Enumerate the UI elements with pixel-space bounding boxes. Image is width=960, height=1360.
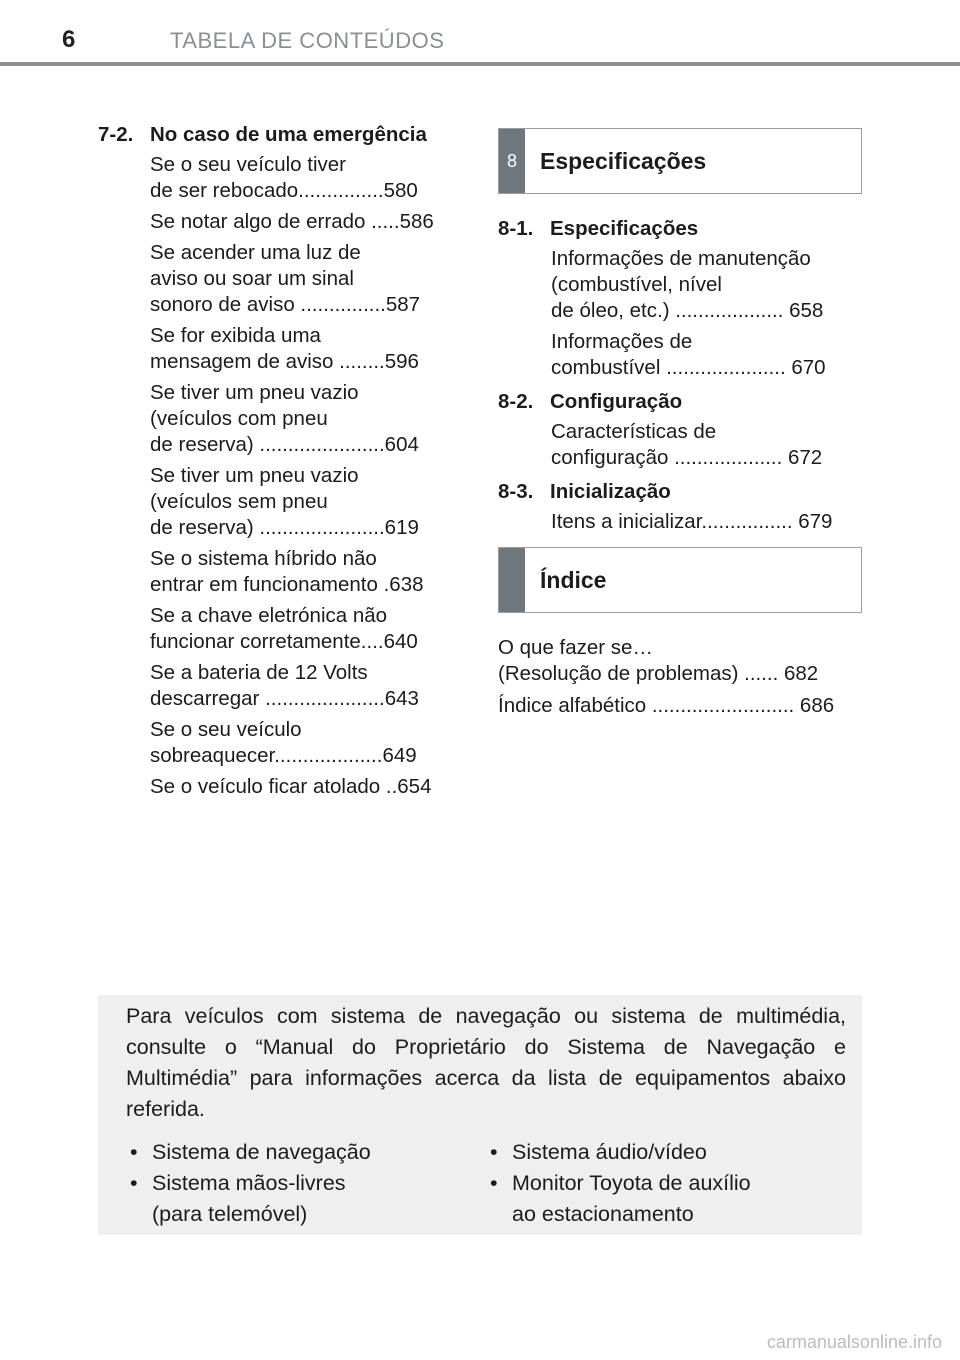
- section-title: Inicialização: [550, 480, 671, 503]
- item-line: • Monitor Toyota de auxílio: [512, 1171, 751, 1195]
- entry-line: Se notar algo de errado .....586: [150, 210, 434, 233]
- equipment-item: [486, 1168, 846, 1230]
- note-text: Para veículos com sistema de navegação ou sistema de multimédia, consulte o “Manual do Proprietário do Sistema de Navegação e Multimédia” para informações acerca da lista de equipamentos abaixo referida.: [126, 1004, 846, 1121]
- toc-entry-list: [498, 246, 862, 381]
- entry-line: de óleo, etc.) ................... 658: [551, 299, 824, 322]
- section-8-3: [498, 479, 862, 535]
- entry-line: combustível ..................... 670: [551, 356, 826, 379]
- item-line: • Sistema áudio/vídeo: [512, 1140, 707, 1164]
- toc-entry[interactable]: [498, 635, 862, 687]
- toc-entry[interactable]: [150, 774, 448, 800]
- item-line: (para telemóvel): [152, 1202, 308, 1226]
- entry-line: Características de: [551, 420, 717, 443]
- equipment-item: [486, 1137, 846, 1168]
- chapter-title: Especificações: [540, 148, 707, 174]
- section-heading: [498, 216, 862, 242]
- entry-line: Se o seu veículo: [150, 718, 302, 741]
- section-8-2: [498, 389, 862, 471]
- toc-entry-list: [498, 509, 862, 535]
- toc-right-column: [498, 128, 862, 725]
- index-chapter-banner[interactable]: [498, 547, 862, 613]
- entry-line: funcionar corretamente....640: [150, 630, 418, 653]
- section-number: 8-2.: [498, 390, 534, 413]
- section-number: 7-2.: [98, 123, 134, 146]
- entry-line: Se o seu veículo tiver: [150, 153, 346, 176]
- toc-entry[interactable]: [498, 693, 862, 719]
- toc-entry[interactable]: [150, 152, 448, 204]
- page-header: [0, 0, 960, 72]
- entry-line: de reserva) ......................619: [150, 516, 419, 539]
- entry-line: Se tiver um pneu vazio: [150, 381, 359, 404]
- header-title: TABELA DE CONTEÚDOS: [170, 28, 445, 53]
- entry-line: descarregar .....................643: [150, 687, 419, 710]
- chapter-tab: [499, 548, 525, 612]
- equipment-column-left: [126, 1137, 486, 1230]
- section-heading: [498, 479, 862, 505]
- toc-entry[interactable]: [150, 240, 448, 318]
- section-title: Especificações: [550, 217, 699, 240]
- section-8-1: [498, 216, 862, 381]
- toc-entry[interactable]: [150, 603, 448, 655]
- equipment-item: [126, 1137, 486, 1168]
- entry-line: (combustível, nível: [551, 273, 722, 296]
- entry-line: de reserva) ......................604: [150, 433, 419, 456]
- entry-line: mensagem de aviso ........596: [150, 350, 419, 373]
- chapter-tab: 8: [499, 129, 525, 193]
- equipment-list: [126, 1137, 846, 1230]
- item-line: • Sistema de navegação: [152, 1140, 371, 1164]
- entry-line: Índice alfabético ......................... 686: [498, 694, 835, 717]
- chapter-8-banner[interactable]: [498, 128, 862, 194]
- entry-line: configuração ................... 672: [551, 446, 823, 469]
- toc-entry[interactable]: [150, 463, 448, 541]
- header-divider: [0, 62, 960, 66]
- toc-entry-list: [498, 419, 862, 471]
- entry-line: aviso ou soar um sinal: [150, 267, 354, 290]
- section-title: Configuração: [550, 390, 683, 413]
- entry-line: Se o sistema híbrido não: [150, 547, 377, 570]
- section-number: 8-1.: [498, 217, 534, 240]
- navigation-note-box: [98, 995, 862, 1235]
- entry-line: Se tiver um pneu vazio: [150, 464, 359, 487]
- index-entry-list: [498, 635, 862, 719]
- toc-left-column: [98, 122, 448, 805]
- item-line: • Sistema mãos-livres: [152, 1171, 346, 1195]
- entry-line: Se acender uma luz de: [150, 241, 361, 264]
- entry-line: Se o veículo ficar atolado ..654: [150, 775, 432, 798]
- toc-entry[interactable]: [150, 717, 448, 769]
- entry-line: de ser rebocado...............580: [150, 179, 418, 202]
- entry-line: Informações de manutenção: [551, 247, 811, 270]
- chapter-title: Índice: [540, 567, 607, 593]
- toc-entry[interactable]: [551, 246, 862, 324]
- item-line: ao estacionamento: [512, 1202, 694, 1226]
- entry-line: Se for exibida uma: [150, 324, 321, 347]
- section-number: 8-3.: [498, 480, 534, 503]
- toc-entry[interactable]: [150, 546, 448, 598]
- toc-entry[interactable]: [150, 660, 448, 712]
- section-heading: [498, 389, 862, 415]
- entry-line: Informações de: [551, 330, 693, 353]
- toc-entry[interactable]: [150, 209, 448, 235]
- entry-line: sobreaquecer...................649: [150, 744, 417, 767]
- entry-line: Itens a inicializar................ 679: [551, 510, 833, 533]
- entry-line: O que fazer se…: [498, 636, 653, 659]
- section-heading-7-2: [98, 122, 448, 148]
- toc-entry[interactable]: [150, 323, 448, 375]
- section-title: No caso de uma emergência: [150, 123, 427, 146]
- page-number: 6: [62, 26, 76, 53]
- entry-line: sonoro de aviso ...............587: [150, 293, 421, 316]
- toc-entry[interactable]: [551, 509, 862, 535]
- equipment-column-right: [486, 1137, 846, 1230]
- entry-line: entrar em funcionamento .638: [150, 573, 424, 596]
- entry-line: Se a chave eletrónica não: [150, 604, 388, 627]
- toc-entry-list: [98, 152, 448, 800]
- toc-entry[interactable]: [551, 329, 862, 381]
- toc-entry[interactable]: [150, 380, 448, 458]
- entry-line: Se a bateria de 12 Volts: [150, 661, 368, 684]
- equipment-item: [126, 1168, 486, 1230]
- entry-line: (veículos sem pneu: [150, 490, 328, 513]
- toc-entry[interactable]: [551, 419, 862, 471]
- watermark: carmanualsonline.info: [766, 1332, 942, 1352]
- entry-line: (veículos com pneu: [150, 407, 328, 430]
- entry-line: (Resolução de problemas) ...... 682: [498, 662, 819, 685]
